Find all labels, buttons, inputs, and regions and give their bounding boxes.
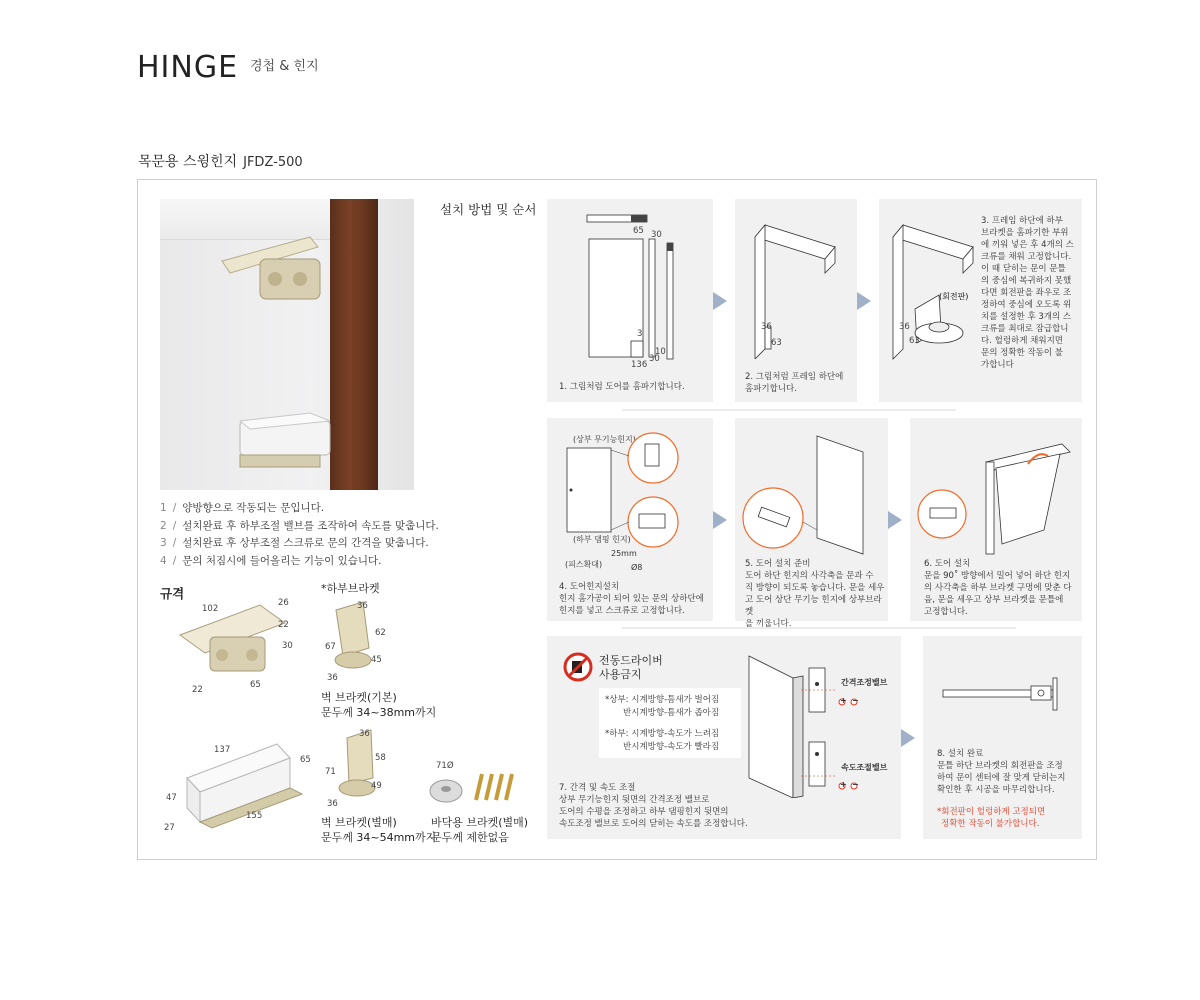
wall-bracket-basic-drawing [321,598,391,688]
dim-label: 65 [633,226,644,236]
step-7-panel [547,636,901,839]
lower-bracket-heading: *하부브라켓 [321,582,380,595]
dim-label: 62 [375,628,386,638]
feature-list [160,500,439,570]
dim-label: 36 [761,322,772,332]
floor-bracket-drawing [428,756,528,812]
dim-label: 27 [164,823,175,833]
minus-sign: − [852,696,859,705]
step-3-text: 3. 프레임 하단에 하부 브라켓을 홈파기한 부위 에 끼워 넣은 후 4개의 스 크류를 채워 고정합니다. 이 때 닫히는 문이 문틀 의 중심에 복귀하지 못했 다면 회전판을 좌우로 조 정하여 중심에 오도록 위 치를 설정한 후 3개의 스 크류를 최대로 잠급합니 다. 헐렁하게 채워지면 문의 정확한 작동이 불 가합니다 [981,216,1074,370]
dim-label: 71Ø [436,761,454,771]
dim-label: 71 [325,767,336,777]
floor-bracket-caption: 바닥용 브라켓(별매) 문두께 제한없음 [431,816,529,844]
product-name: 목문용 스윙힌지 [138,154,238,170]
product-title [138,151,303,171]
dim-label: 36 [357,601,368,611]
dim-label: 30 [651,230,662,240]
dim-label: 36 [327,799,338,809]
screw-diameter: Ø8 [631,563,643,572]
dim-label: 155 [246,811,263,821]
feature-item: 3 / 설치완료 후 상부조절 스크류로 문의 간격을 맞춥니다. [160,537,429,549]
speed-valve-label: 속도조절밸브 [841,763,888,772]
dim-label: 49 [371,781,382,791]
dim-label: 137 [214,745,231,755]
step-8-warning: *회전판이 헐렁하게 고정되면 정확한 작동이 불가합니다. [937,807,1046,829]
no-power-driver-icon [563,652,593,682]
step-3-panel [879,199,1082,402]
dim-label: 63 [909,336,920,346]
dim-label: 67 [325,642,336,652]
next-arrow-icon [857,292,871,310]
plus-sign: + [840,780,847,789]
step-6-text: 6. 도어 설치 문을 90˚ 방향에서 밀어 넣어 하단 힌지 의 사각축을 하부 브라켓 구멍에 맞춘 다 음, 문을 세우고 상부 브라켓을 문틀에 고정합니다. [924,559,1072,617]
step-8-text: 8. 설치 완료 문틀 하단 브라켓의 회전판을 조정 하여 문이 센터에 잘 맞게 닫히는지 확인한 후 시공을 마무리합니다. [937,749,1066,795]
valve-notes: *상부: 시계방향-틈새가 벌어짐 반시계방향-틈새가 좁아짐 *하부: 시계방향-속도가 느려짐 반시계방향-속도가 빨라짐 [599,688,741,758]
lower-hinge-drawing [162,738,317,838]
screw-label: (피스확대) [565,560,603,569]
dim-label: 63 [771,338,782,348]
dim-label: 36 [359,729,370,739]
product-photo [160,199,414,490]
step-5-panel [735,418,888,629]
dim-label: 22 [192,685,203,695]
next-arrow-icon [713,511,727,529]
screw-length: 25mm [611,549,637,558]
product-code: JFDZ-500 [243,155,303,170]
step-1-text: 1. 그림처럼 도어를 홈파기합니다. [559,382,685,392]
dim-label: 58 [375,753,386,763]
step-2-panel [735,199,857,402]
dim-label: 65 [300,755,311,765]
minus-sign: − [852,780,859,789]
dim-label: 36 [899,322,910,332]
dim-label: 45 [371,655,382,665]
dim-label: 26 [278,598,289,608]
balloon-label: (회전판) [939,292,969,301]
power-driver-warning: 전동드라이버 사용금지 [599,654,663,681]
wall-bracket-separate-drawing [321,726,391,812]
dim-label: 10 [655,347,666,357]
step-1-panel [547,199,713,402]
step-4-text: 4. 도어힌지설치 힌지 홈가공이 되어 있는 문의 상하단에 힌지를 넣고 스크류로 고정합니다. [559,582,704,616]
wall-bracket-separate-caption: 벽 브라켓(별매) 문두께 34~54mm까지 [321,816,437,844]
row-connector [620,620,1020,636]
dim-label: 102 [202,604,219,614]
spec-heading: 규격 [160,586,185,601]
step-5-text: 5. 도어 설치 준비 도어 하단 힌지의 사각축을 문과 수 직 방향이 되도록 놓습니다. 문을 세우 고 도어 상단 무기능 힌지에 상부브라켓 을 끼웁니다. [745,559,885,629]
next-arrow-icon [901,729,915,747]
feature-item: 2 / 설치완료 후 하부조절 밸브를 조작하여 속도를 맞춥니다. [160,519,439,532]
dim-label: 3 [637,329,643,339]
plus-sign: + [840,696,847,705]
wall-bracket-basic-caption: 벽 브라켓(기본) 문두께 34~38mm까지 [321,691,437,719]
dim-label: 47 [166,793,177,803]
gap-valve-label: 간격조정밸브 [841,678,888,687]
dim-label: 30 [282,641,293,651]
install-heading: 설치 방법 및 순서 [440,202,537,217]
step-4-panel [547,418,713,621]
page-subtitle: 경첩 & 힌지 [250,59,319,74]
row-connector [620,400,960,420]
top-hinge-label: (상부 무기능힌지) [573,435,636,444]
step-2-text: 2. 그림처럼 프레임 하단에 홈파기합니다. [745,372,844,394]
dim-label: 136 [631,360,648,369]
page-title: HINGE [137,50,239,85]
next-arrow-icon [713,292,727,310]
upper-hinge-drawing [160,595,310,695]
step-7-text: 7. 간격 및 속도 조절 상부 무기능힌지 뒷면의 간격조정 밸브로 도어의 수평을 조정하고 하부 댐핑힌지 뒷면의 속도조정 밸브로 도어의 닫히는 속도를 조정합니다. [559,783,748,829]
dim-label: 22 [278,620,289,630]
feature-item: 4 / 문의 처짐시에 들어올리는 기능이 있습니다. [160,554,382,567]
step-8-panel [923,636,1082,839]
next-arrow-icon [888,511,902,529]
bottom-hinge-label: (하부 댐핑 힌지) [573,535,631,544]
dim-label: 65 [250,680,261,690]
step-6-panel [910,418,1082,621]
dim-label: 30 [649,354,660,364]
dim-label: 36 [327,673,338,683]
feature-item: 1 / 양방향으로 작동되는 문입니다. [160,502,325,514]
